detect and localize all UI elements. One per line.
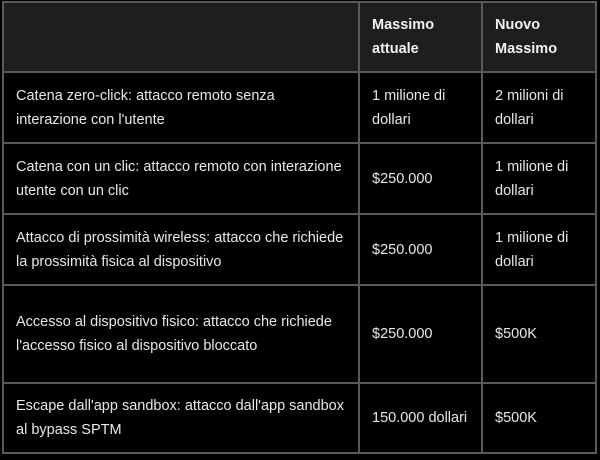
current-max-cell: $250.000 [359,143,482,214]
bounty-table [2,1,597,454]
new-max-cell: 2 milioni di dollari [482,72,596,143]
category-cell: Accesso al dispositivo fisico: attacco che richiede l'accesso fisico al dispositivo bloccato [3,285,359,383]
new-max-cell: $500K [482,383,596,453]
header-new-max: Nuovo Massimo [482,2,596,72]
table-row [3,143,596,214]
new-max-cell: 1 milione di dollari [482,214,596,285]
new-max-cell: 1 milione di dollari [482,143,596,214]
header-current-max: Massimo attuale [359,2,482,72]
table-row [3,285,596,383]
category-cell: Catena zero-click: attacco remoto senza interazione con l'utente [3,72,359,143]
table-row [3,214,596,285]
category-cell: Attacco di prossimità wireless: attacco che richiede la prossimità fisica al dispositivo [3,214,359,285]
category-cell: Escape dall'app sandbox: attacco dall'app sandbox al bypass SPTM [3,383,359,453]
current-max-cell: 150.000 dollari [359,383,482,453]
category-cell: Catena con un clic: attacco remoto con interazione utente con un clic [3,143,359,214]
table-row [3,72,596,143]
table-row [3,383,596,453]
new-max-cell: $500K [482,285,596,383]
header-row [3,2,596,72]
current-max-cell: $250.000 [359,214,482,285]
current-max-cell: $250.000 [359,285,482,383]
current-max-cell: 1 milione di dollari [359,72,482,143]
header-category [3,2,359,72]
